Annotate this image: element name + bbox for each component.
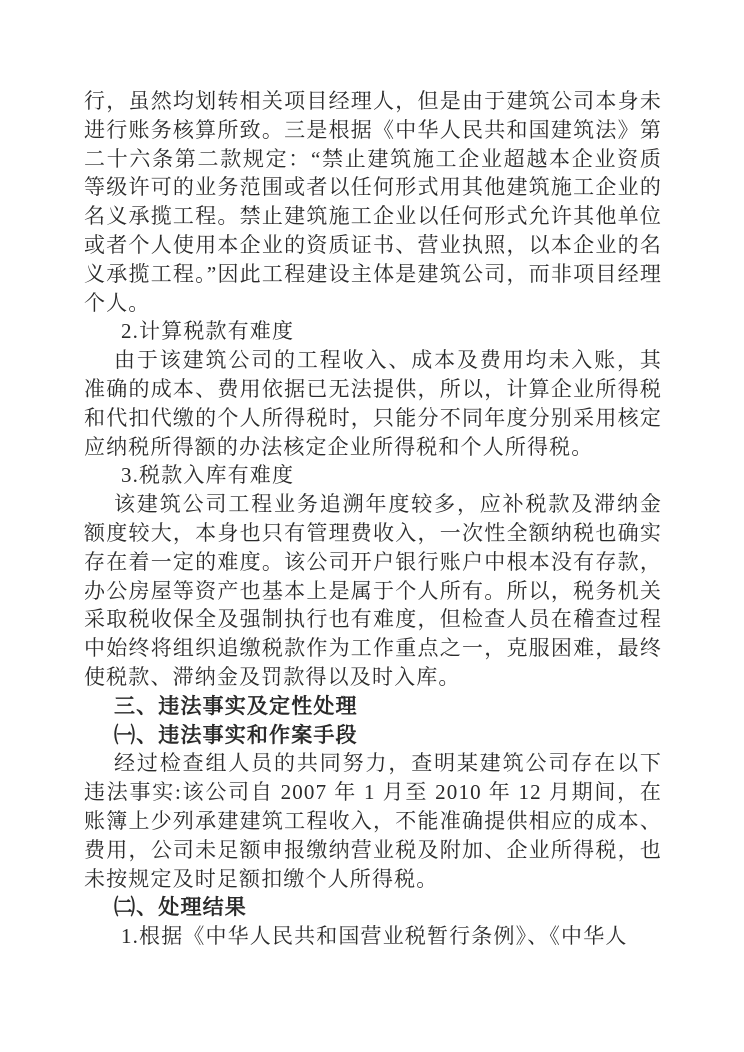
numbered-item-handling-result-1: 1.根据《中华人民共和国营业税暂行条例》、《中华人 <box>121 924 628 949</box>
numbered-heading-tax-collection-difficulty: 3.税款入库有难度 <box>121 463 295 488</box>
numbered-heading-calc-tax-difficulty: 2.计算税款有难度 <box>121 319 295 344</box>
paragraph-continuation-legal-basis: 行，虽然均划转相关项目经理人，但是由于建筑公司本身未进行账务核算所致。三是根据《中华人民共和国建筑法》第二十六条第二款规定：“禁止建筑施工企业超越本企业资质等级许可的业务范围或者以任何形式用其他建筑施工企业的名义承揽工程。禁止建筑施工企业以任何形式允许其他单位或者个人使用本企业的资质证书、营业执照，以本企业的名义承揽工程。”因此工程建设主体是建筑公司，而非项目经理个人。 <box>84 89 662 315</box>
paragraph-calc-tax-difficulty-body: 由于该建筑公司的工程收入、成本及费用均未入账，其准确的成本、费用依据已无法提供，所以，计算企业所得税和代扣代缴的个人所得税时，只能分不同年度分别采用核定应纳税所得额的办法核定企业所得税和个人所得税。 <box>84 348 662 459</box>
subsection-heading-illegal-facts-methods: ㈠、违法事实和作案手段 <box>114 722 358 747</box>
section-heading-illegal-facts-and-handling: 三、违法事实及定性处理 <box>114 693 358 718</box>
paragraph-tax-collection-difficulty-body: 该建筑公司工程业务追溯年度较多，应补税款及滞纳金额度较大，本身也只有管理费收入，一次性全额纳税也确实存在着一定的难度。该公司开户银行账户中根本没有存款，办公房屋等资产也基本上是属于个人所有。所以，税务机关采取税收保全及强制执行也有难度，但检查人员在稽查过程中始终将组织追缴税款作为工作重点之一，克服困难，最终使税款、滞纳金及罚款得以及时入库。 <box>84 492 662 689</box>
subsection-heading-handling-results: ㈡、处理结果 <box>114 895 247 920</box>
paragraph-illegal-facts-body: 经过检查组人员的共同努力，查明某建筑公司存在以下违法事实:该公司自 2007 年 1 月至 2010 年 12 月期间，在账簿上少列承建建筑工程收入，不能准确提供相应的成本、费用，公司未足额申报缴纳营业税及附加、企业所得税，也未按规定及时足额扣缴个人所得税。 <box>84 751 662 891</box>
body-text-block <box>84 87 662 951</box>
